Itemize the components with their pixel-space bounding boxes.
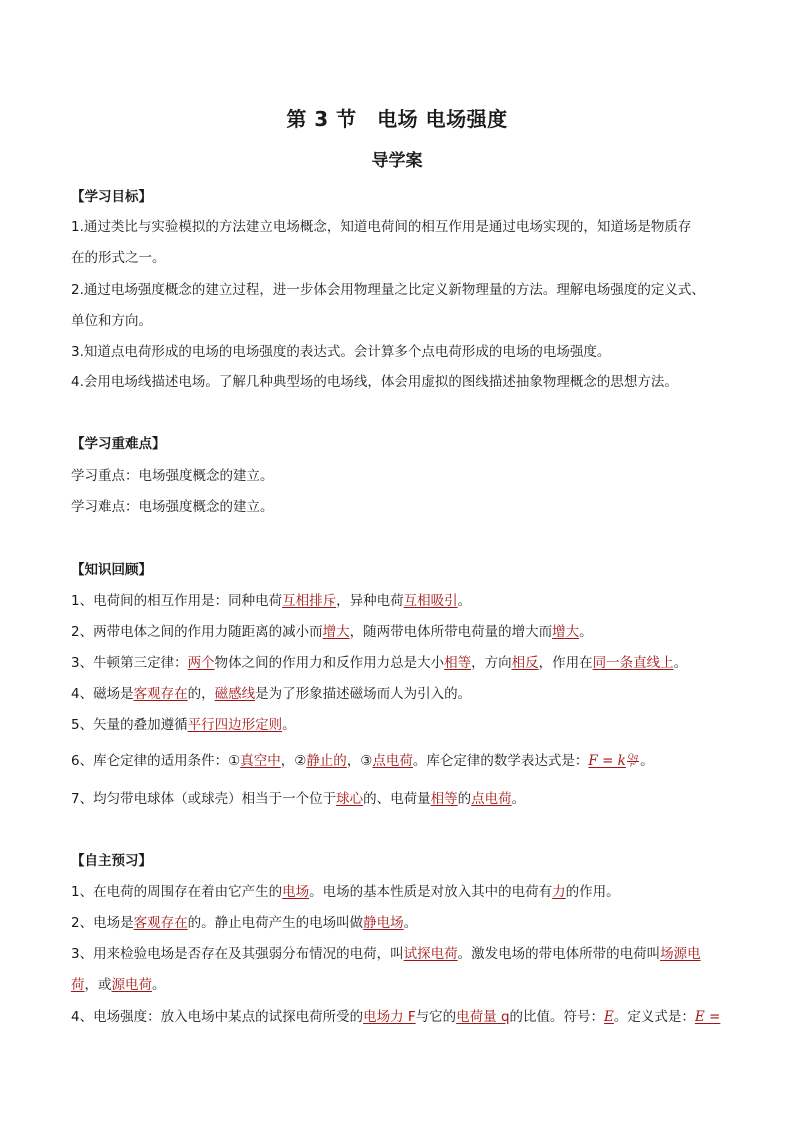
text: 。 <box>579 624 593 640</box>
text: 。 <box>152 977 166 993</box>
goal-2-line-2: 单位和方向。 <box>71 313 152 329</box>
formula-numerator: Qq <box>627 753 639 761</box>
text: 3、用来检验电场是否存在及其强弱分布情况的电荷，叫 <box>71 946 404 962</box>
text: 是为了形象描述磁场而人为引入的。 <box>255 686 472 702</box>
text: 6、库仑定律的适用条件：① <box>71 753 241 769</box>
preview-item-2 <box>71 913 731 933</box>
text: ，异种电荷 <box>336 593 404 609</box>
answer: 相等 <box>444 655 472 671</box>
text: 1、电荷间的相互作用是：同种电荷 <box>71 593 283 609</box>
text: 。库仑定律的数学表达式是： <box>412 753 589 769</box>
answer: 平行四边形定则 <box>187 717 283 733</box>
text: 7、均匀带电球体（或球壳）相当于一个位于 <box>71 791 337 807</box>
text: ，随两带电体所带电荷量的增大而 <box>349 624 553 640</box>
formula-lhs: F = k <box>588 753 626 769</box>
text: 的， <box>187 686 215 702</box>
goal-4: 4.会用电场线描述电场。了解几种典型场的电场线，体会用虚拟的图线描述抽象物理概念的思想方法。 <box>71 374 678 390</box>
text: 物体之间的作用力和反作用力总是大小 <box>214 655 445 671</box>
preview-heading: 【自主预习】 <box>71 853 152 869</box>
text: 2、两带电体之间的作用力随距离的减小而 <box>71 624 323 640</box>
text: 4、磁场是 <box>71 686 134 702</box>
goals-heading: 【学习目标】 <box>71 189 152 205</box>
text: 的 <box>457 791 472 807</box>
answer: 电场力 F <box>363 1009 416 1025</box>
goal-1-line-1: 1.通过类比与实验模拟的方法建立电场概念，知道电荷间的相互作用是通过电场实现的，知道场是物质存 <box>71 219 692 235</box>
text: 1、在电荷的周围存在着由它产生的 <box>71 884 283 900</box>
text: 。 <box>282 717 296 733</box>
text: 。电场的基本性质是对放入其中的电荷有 <box>309 884 553 900</box>
answer: 力 <box>552 884 566 900</box>
preview-item-3-line-1 <box>71 944 731 964</box>
answer: 点电荷 <box>471 791 512 807</box>
review-item-5 <box>71 715 731 735</box>
review-item-3 <box>71 653 731 673</box>
text: 。 <box>640 753 654 769</box>
text: ，② <box>280 753 307 769</box>
answer: 电荷量 q <box>456 1009 510 1025</box>
answer: 场源电 <box>660 946 701 962</box>
answer: 真空中 <box>240 753 281 769</box>
formula-fraction <box>627 754 639 769</box>
answer: 增大 <box>552 624 580 640</box>
text: ，方向 <box>471 655 512 671</box>
review-item-1 <box>71 591 731 611</box>
answer: 互相排斥 <box>282 593 337 609</box>
text: 的比值。符号： <box>509 1009 605 1025</box>
answer: E = <box>694 1009 721 1025</box>
answer: 同一条直线上 <box>592 655 674 671</box>
text: 的。静止电荷产生的电场叫做 <box>187 915 364 931</box>
text: ，或 <box>84 977 112 993</box>
goal-3: 3.知道点电荷形成的电场的电场强度的表达式。会计算多个点电荷形成的电场的电场强度。 <box>71 344 611 360</box>
text: 的作用。 <box>565 884 620 900</box>
answer: 相等 <box>430 791 458 807</box>
text: 4、电场强度：放入电场中某点的试探电荷所受的 <box>71 1009 364 1025</box>
text: 。 <box>511 791 526 807</box>
answer: 试探电荷 <box>403 946 458 962</box>
answer: 客观存在 <box>133 686 188 702</box>
preview-item-4 <box>71 1007 731 1027</box>
difficult-point: 学习难点：电场强度概念的建立。 <box>71 499 274 515</box>
answer: 增大 <box>322 624 350 640</box>
text: 2、电场是 <box>71 915 134 931</box>
text: 5、矢量的叠加遵循 <box>71 717 188 733</box>
text: 。 <box>403 915 418 931</box>
answer: 电场 <box>282 884 310 900</box>
answer: 静电场 <box>363 915 404 931</box>
key-heading: 【学习重难点】 <box>71 436 166 452</box>
answer: 源电荷 <box>111 977 152 993</box>
answer: 相反 <box>511 655 539 671</box>
page-subtitle: 导学案 <box>371 151 423 171</box>
text: ，作用在 <box>538 655 593 671</box>
review-item-7 <box>71 789 731 809</box>
text: 3、牛顿第三定律： <box>71 655 188 671</box>
answer: 荷 <box>71 977 85 993</box>
goal-2-line-1: 2.通过电场强度概念的建立过程，进一步体会用物理量之比定义新物理量的方法。理解电场强度的定义式、 <box>71 282 705 298</box>
answer: 球心 <box>336 791 364 807</box>
answer: 两个 <box>187 655 215 671</box>
text: 。 <box>673 655 688 671</box>
answer: 互相吸引 <box>403 593 458 609</box>
answer: 客观存在 <box>133 915 188 931</box>
text: 与它的 <box>415 1009 457 1025</box>
text: 的、电荷量 <box>363 791 431 807</box>
answer: E <box>604 1009 614 1025</box>
answer: 磁感线 <box>214 686 256 702</box>
answer: 点电荷 <box>372 753 413 769</box>
review-heading: 【知识回顾】 <box>71 562 152 578</box>
review-item-6 <box>71 751 731 771</box>
preview-item-1 <box>71 882 731 902</box>
preview-item-3-line-2 <box>71 975 731 995</box>
goal-1-line-2: 在的形式之一。 <box>71 250 166 266</box>
page-title: 第 3 节 电场 电场强度 <box>286 107 508 131</box>
key-point: 学习重点：电场强度概念的建立。 <box>71 468 274 484</box>
formula-denominator: r² <box>629 761 637 769</box>
text: 。 <box>457 593 472 609</box>
review-item-4 <box>71 684 731 704</box>
answer: 静止的 <box>306 753 347 769</box>
text: 。定义式是： <box>613 1009 695 1025</box>
text: 。激发电场的带电体所带的电荷叫 <box>457 946 661 962</box>
text: ，③ <box>346 753 373 769</box>
review-item-2 <box>71 622 731 642</box>
coulomb-formula <box>588 753 640 769</box>
